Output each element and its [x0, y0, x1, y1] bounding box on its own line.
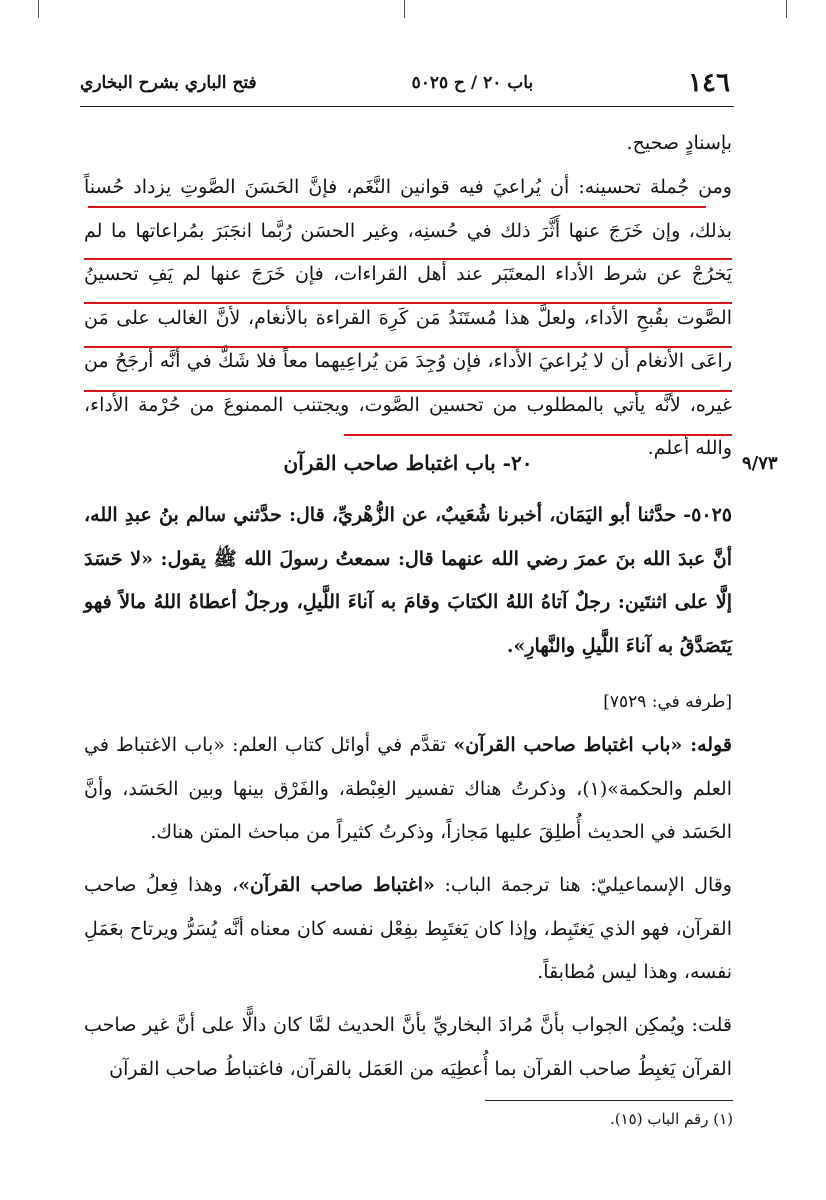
paragraph-highlighted: ومن جُملة تحسينه: أن يُراعيَ فيه قوانين النَّغَم، فإنَّ الحَسَنَ الصَّوتِ يزداد حُسناً بذلك، وإن خَرَجَ عنها أَثَّرَ ذلك في حُسنِه، وغير الحسَن رُبَّما انجَبَرَ بمُراعاتها ما لم يَخرُجْ عن شرط الأداء المعتَبَر عند أهل القراءات، فإن خَرَجَ عنها لم يَفِ تحسينُ الصَّوت بقُبحِ الأداء، ولعلَّ هذا مُستَنَدُ مَن كَرِهَ القراءة بالأنغام، لأنَّ الغالب على مَن راعَى الأنغام أن لا يُراعيَ الأداء، فإن وُجِدَ مَن يُراعِيهما معاً فلا شَكَّ في أنَّه أرجَحُ من غيره، لأنَّه يأتي بالمطلوب من تحسين الصَّوت، ويجتنب الممنوعَ من حُرْمة الأداء، والله أعلم. — [84, 176, 732, 459]
hadith-text: ٥٠٢٥- حدَّثنا أبو اليَمَان، أخبرنا شُعَيبٌ، عن الزُّهْريِّ، قال: حدَّثني سالم بنُ عبدِ الله، أنَّ عبدَ الله بنَ عمرَ رضي الله عنهما قال: سمعتُ رسولَ الله ﷺ يقول: «لا حَسَدَ إلَّا على اثنتَين: رجلٌ آتاهُ اللهُ الكتابَ وقامَ به آناءَ اللَّيلِ، ورجلٌ أعطاهُ اللهُ مالاً فهو يَتَصَدَّقُ به آناءَ اللَّيلِ والنَّهارِ». — [84, 504, 732, 657]
footnote: (١) رقم الباب (١٥). — [609, 1110, 733, 1128]
book-title: فتح الباري بشرح البخاري — [80, 73, 257, 93]
commentary-text: ، وهذا فِعلُ صاحب القرآن، فهو الذي يَغتَبِط، وإذا كان يَغتَبِط بفِعْل نفسه كان معناه أنَّه يُسَرُّ ويرتاح بعَمَلِ نفسه، وهذا ليس مُطابقاً. — [84, 874, 732, 983]
paragraph-continuation: بإسنادٍ صحيح. — [626, 132, 732, 154]
chapter-reference: باب ٢٠ / ح ٥٠٢٥ — [411, 73, 534, 93]
highlight-underline-6 — [344, 434, 732, 436]
section-heading: ٢٠- باب اغتباط صاحب القرآن — [283, 451, 533, 475]
running-header — [80, 66, 730, 100]
commentary-paragraph-3: قلت: ويُمكِن الجواب بأنَّ مُرادَ البخاريِّ بأنَّ الحديث لمَّا كان دالًّا على أنَّ غير صاحب القرآن يَغبِطُ صاحب القرآن بما أُعطِيَه من العَمَل بالقرآن، فاغتباطُ صاحب القرآن — [84, 1014, 732, 1080]
crop-mark-center — [404, 0, 405, 18]
crop-mark-left — [38, 0, 39, 18]
highlight-underline-5 — [84, 390, 732, 392]
highlight-underline-1 — [88, 206, 706, 208]
commentary-paragraph-2 — [84, 864, 732, 995]
page-number: ١٤٦ — [688, 68, 730, 98]
commentary-text: وقال الإسماعيليّ: هنا ترجمة الباب: — [434, 874, 732, 896]
quoted-title: «اغتباط صاحب القرآن» — [238, 874, 435, 896]
crop-mark-right — [786, 0, 787, 18]
hadith-cross-reference: [طرفه في: ٧٥٢٩] — [603, 692, 732, 712]
header-rule — [80, 106, 734, 107]
highlight-underline-3 — [84, 302, 732, 304]
margin-reference-number: ٩/٧٣ — [742, 453, 778, 474]
commentary-paragraph-1 — [84, 724, 732, 855]
highlight-underline-4 — [84, 346, 732, 348]
highlight-underline-2 — [84, 258, 732, 260]
commentary-lead: قوله: «باب اغتباط صاحب القرآن» — [453, 734, 732, 756]
footnote-separator — [485, 1100, 733, 1101]
commentary-text: تقدَّم في أوائل كتاب العلم: «باب الاغتباط في العلم والحكمة»(١)، وذكرتُ هناك تفسير الغِبْطة، والفَرْق بينها وبين الحَسَد، وأنَّ الحَسَد في الحديث أُطلِقَ عليها مَجازاً، وذكرتُ كثيراً من مباحث المتن هناك. — [84, 734, 732, 843]
